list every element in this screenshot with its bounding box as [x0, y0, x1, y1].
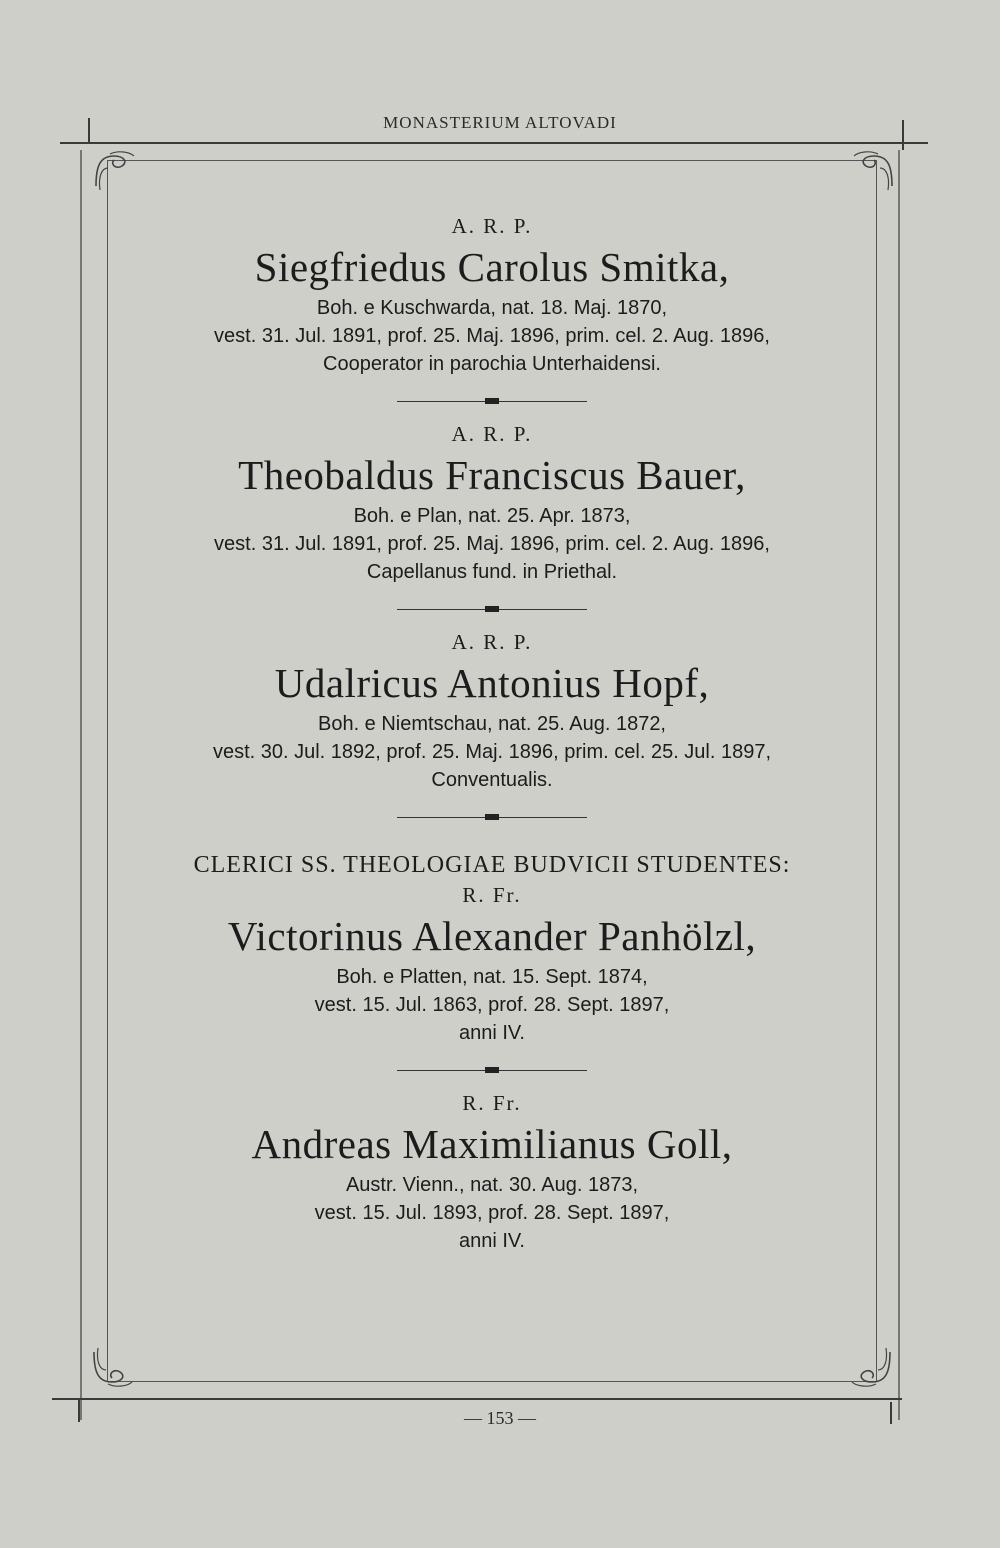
separator-rule	[397, 1063, 587, 1077]
corner-ornament-icon	[90, 146, 136, 192]
running-head: MONASTERIUM ALTOVADI	[383, 113, 617, 132]
entry-detail-line: Capellanus fund. in Priethal.	[366, 561, 618, 583]
bottom-rule	[52, 1398, 902, 1400]
entry-title: A. R. P.	[451, 422, 533, 446]
entry	[107, 214, 877, 378]
page-number: — 153 —	[464, 1408, 536, 1428]
top-right-tick	[902, 120, 904, 150]
entry-detail-line: Boh. e Kuschwarda, nat. 18. Maj. 1870,	[316, 297, 668, 319]
entry-detail-line: vest. 31. Jul. 1891, prof. 25. Maj. 1896, prim. cel. 2. Aug. 1896,	[214, 533, 770, 555]
entry-detail-line: vest. 30. Jul. 1892, prof. 25. Maj. 1896, prim. cel. 25. Jul. 1897,	[212, 741, 772, 763]
entry	[107, 883, 877, 1047]
corner-ornament-icon	[88, 1346, 134, 1392]
entry-detail-line: vest. 15. Jul. 1893, prof. 28. Sept. 1897,	[314, 1202, 670, 1224]
entry-detail-line: Austr. Vienn., nat. 30. Aug. 1873,	[345, 1174, 639, 1196]
entry-title: A. R. P.	[451, 630, 533, 654]
entry-detail-line: Boh. e Plan, nat. 25. Apr. 1873,	[353, 505, 631, 527]
entry-name: Siegfriedus Carolus Smitka,	[254, 244, 730, 290]
entry	[107, 1091, 877, 1255]
entry-detail-line: vest. 31. Jul. 1891, prof. 25. Maj. 1896, prim. cel. 2. Aug. 1896,	[214, 325, 770, 347]
top-left-tick	[88, 118, 90, 142]
entry-detail-line: vest. 15. Jul. 1863, prof. 28. Sept. 1897,	[314, 994, 670, 1016]
entry-name: Andreas Maximilianus Goll,	[251, 1121, 733, 1167]
entry	[107, 422, 877, 586]
separator-rule	[397, 810, 587, 824]
entry-detail-line: Conventualis.	[431, 769, 553, 791]
top-rule	[60, 142, 928, 144]
entry-name: Udalricus Antonius Hopf,	[274, 660, 710, 706]
entry-detail-line: Cooperator in parochia Unterhaidensi.	[323, 353, 661, 375]
entry	[107, 630, 877, 794]
entry-name: Victorinus Alexander Panhölzl,	[227, 913, 757, 959]
entry-detail-line: Boh. e Niemtschau, nat. 25. Aug. 1872,	[317, 713, 666, 735]
entry-title: R. Fr.	[462, 1091, 522, 1115]
separator-rule	[397, 602, 587, 616]
entry-title: A. R. P.	[451, 214, 533, 238]
section-heading: CLERICI SS. THEOLOGIAE BUDVICII STUDENTES:	[193, 852, 791, 878]
corner-ornament-icon	[852, 146, 898, 192]
page-content	[107, 200, 877, 1255]
entry-detail-line: anni IV.	[459, 1022, 525, 1044]
separator-rule	[397, 394, 587, 408]
entry-name: Theobaldus Franciscus Bauer,	[238, 452, 746, 498]
entry-title: R. Fr.	[462, 883, 522, 907]
entry-detail-line: Boh. e Platten, nat. 15. Sept. 1874,	[336, 966, 648, 988]
corner-ornament-icon	[850, 1346, 896, 1392]
entry-detail-line: anni IV.	[459, 1230, 525, 1252]
